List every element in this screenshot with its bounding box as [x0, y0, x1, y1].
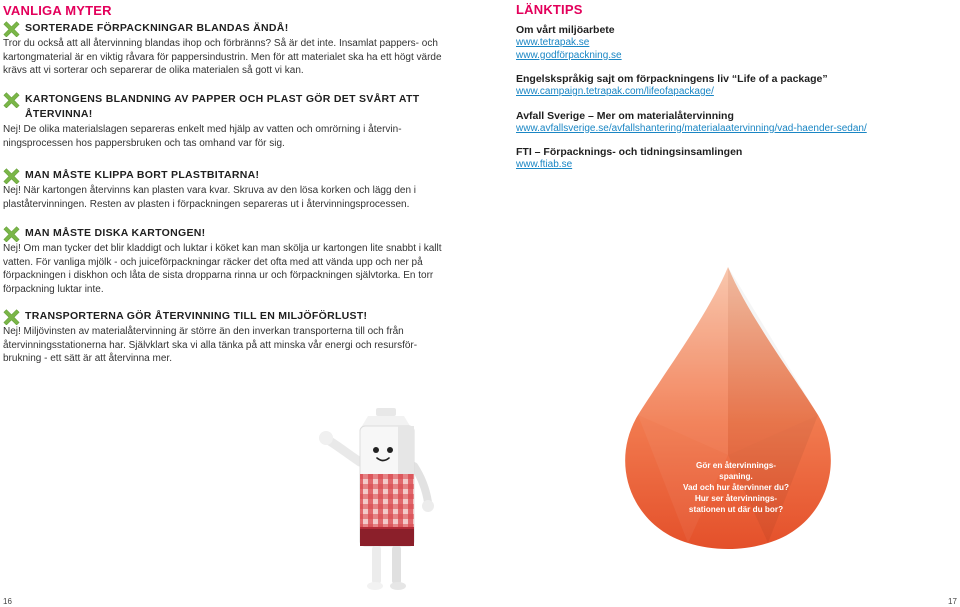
myth-body: Nej! När kartongen återvinns kan plasten vara kvar. Skruva av den lösa korken och lägg den i plaståtervinningen. Resten av plasten i förpackningen separeras ut i återvinningsprocessen. [3, 185, 417, 210]
drop-text [676, 460, 796, 515]
drop-text-line: Vad och hur återvinner du? [682, 483, 789, 492]
drop-text-line: Gör en återvinnings- [695, 461, 777, 470]
myth-body: Nej! Miljövinsten av materialåtervinning är större än den inverkan transporterna till och från återvinningsstationerna har. Självklart ska vi alla tänka på att minska vår energi och resursför- brukning - ett sätt är att återvinna mer. [3, 326, 418, 364]
myth-body: Nej! De olika materialslagen separeras enkelt med hjälp av vatten och omrörning i återvin- ningsprocessen hos pappersbruken och tas omhand var för sig. [3, 124, 402, 149]
link-group-title: Avfall Sverige – Mer om materialåtervinning [516, 109, 734, 122]
x-mark-icon [3, 167, 20, 184]
myth-heading-row [3, 21, 443, 36]
link-life-of-a-package[interactable]: www.campaign.tetrapak.com/lifeofapackage/ [516, 86, 714, 97]
link-tetrapak[interactable]: www.tetrapak.se [516, 37, 590, 48]
link-group [516, 110, 946, 136]
myth-heading-row [3, 309, 443, 324]
link-group-title: Om vårt miljöarbete [516, 24, 615, 36]
link-godforpackning[interactable]: www.godförpackning.se [516, 49, 622, 61]
myth-heading-row [3, 226, 443, 241]
page-number-right: 17 [948, 597, 957, 606]
links-list [516, 24, 946, 183]
x-mark-icon [3, 91, 20, 108]
drop-text-line: spaning. [719, 472, 753, 481]
myth-heading-row [3, 92, 443, 122]
link-group [516, 146, 946, 172]
myth-heading: MAN MÅSTE KLIPPA BORT PLASTBITARNA! [25, 169, 260, 181]
myth-item [3, 309, 443, 366]
myth-heading: KARTONGENS BLANDNING AV PAPPER OCH PLAST GÖR DET SVÅRT ATT ÅTERVINNA! [25, 93, 420, 120]
drop-text-line: stationen ut där du bor? [688, 505, 784, 514]
myth-body: Tror du också att all återvinning blandas ihop och förbränns? Så är det inte. Insamlat pappers- och kartongmaterial är en viktig råvara för pappersindustrin. Men för att materialet ska ha ett högt värde krävs att vi sorterar och separerar de olika materialen så gott vi kan. [3, 38, 442, 76]
myths-section-title: VANLIGA MYTER [3, 3, 112, 18]
myth-item [3, 226, 443, 296]
myth-heading: SORTERADE FÖRPACKNINGAR BLANDAS ÄNDÅ! [25, 22, 289, 34]
myth-item [3, 168, 443, 211]
myth-heading: MAN MÅSTE DISKA KARTONGEN! [25, 227, 206, 239]
link-group [516, 24, 946, 62]
myth-item [3, 92, 443, 150]
link-ftiab[interactable]: www.ftiab.se [516, 159, 573, 170]
x-mark-icon [3, 308, 20, 325]
x-mark-icon [3, 20, 20, 37]
x-mark-icon [3, 225, 20, 242]
drop-text-line: Hur ser återvinnings- [694, 494, 778, 503]
links-section-title: LÄNKTIPS [516, 2, 583, 17]
link-group-title: FTI – Förpacknings- och tidningsinsamlingen [516, 146, 743, 158]
page-number-left: 16 [3, 597, 12, 606]
link-group [516, 73, 946, 99]
myth-heading: TRANSPORTERNA GÖR ÅTERVINNING TILL EN MILJÖFÖRLUST! [25, 310, 368, 322]
carton-mascot-illustration [318, 404, 452, 594]
link-group-title: Engelskspråkig sajt om förpackningens liv “Life of a package” [516, 73, 828, 85]
myth-body: Nej! Om man tycker det blir kladdigt och luktar i köket kan man skölja ur kartongen lite snabbt i kallt vatten. För vanliga mjölk - och juiceförpackningar räcker det ofta med att vända upp och ner på förpackningen i diskhon och låta de sista dropparna rinna ur och förpackningen självtorka. En torr förpackning luktar inte. [3, 243, 442, 295]
myth-heading-row [3, 168, 443, 183]
link-avfall-sverige[interactable]: www.avfallsverige.se/avfallshantering/materialaatervinning/vad-haender-sedan/ [516, 122, 867, 134]
myth-item [3, 21, 443, 78]
